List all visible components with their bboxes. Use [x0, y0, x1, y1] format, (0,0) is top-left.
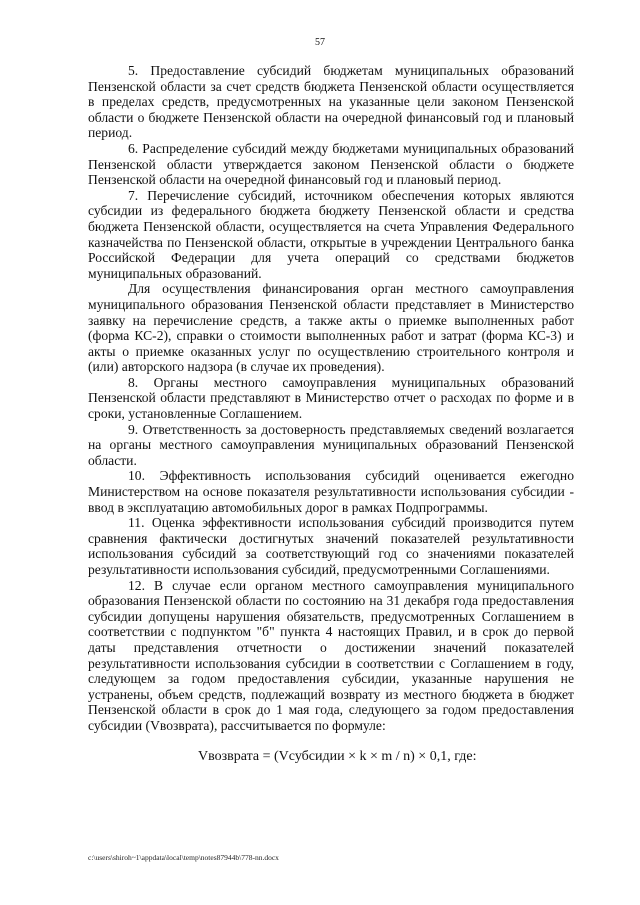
paragraph-7: 7. Перечисление субсидий, источником обеспечения которых являются субсидии из федерального бюджета бюджету Пензенской области и средства бюджета Пензенской области, осуществляется на счета Управления Федерального казначейства по Пензенской области, открытые в учреждении Центрального банка Российской Федерации для учета операций со средствами бюджетов муниципальных образований. — [88, 187, 574, 281]
paragraph-8: 8. Органы местного самоуправления муниципальных образований Пензенской области представляют в Министерство отчет о расходах по форме и в сроки, установленные Соглашением. — [88, 374, 574, 422]
page-number: 57 — [315, 37, 325, 48]
paragraph-6: 6. Распределение субсидий между бюджетами муниципальных образований Пензенской области утверждается законом Пензенской области о бюджете Пензенской области на очередной финансовый год и плановый период. — [88, 140, 574, 188]
paragraph-11: 11. Оценка эффективности использования субсидий производится путем сравнения фактически достигнутых значений показателей результативности использования субсидий за соответствующий год со значениями показателей результативности использования субсидий, предусмотренными Соглашениями. — [88, 515, 574, 577]
footer-file-path: c:\users\shiroh~1\appdata\local\temp\notes87944b\778-nn.docx — [88, 853, 279, 862]
document-body — [88, 63, 574, 764]
paragraph-10: 10. Эффективность использования субсидий оценивается ежегодно Министерством на основе показателя результативности использования субсидии - ввод в эксплуатацию автомобильных дорог в рамках Подпрограммы. — [88, 468, 574, 515]
paragraph-9: 9. Ответственность за достоверность представляемых сведений возлагается на органы местного самоуправления муниципальных образований Пензенской области. — [88, 421, 574, 468]
paragraph-financing: Для осуществления финансирования орган местного самоуправления муниципального образования Пензенской области представляет в Министерство заявку на перечисление средств, а также акты о приемке выполненных работ (форма КС-2), справки о стоимости выполненных работ и затрат (форма КС-3) и акты о приемке оказанных услуг по осуществлению строительного контроля и (или) авторского надзора (в случае их проведения). — [88, 281, 574, 375]
paragraph-12: 12. В случае если органом местного самоуправления муниципального образования Пензенской области по состоянию на 31 декабря года предоставления субсидии допущены нарушения обязательств, предусмотренных Соглашением в соответствии с подпунктом "б" пункта 4 настоящих Правил, и в срок до первой даты представления отчетности о достижении значений показателей результативности использования субсидии в соответствии с Соглашением в году, следующем за годом предоставления субсидии, указанные нарушения не устранены, объем средств, подлежащий возврату из местного бюджета в бюджет Пензенской области в срок до 1 мая года, следующего за годом предоставления субсидии (Vвозврата), рассчитывается по формуле: — [88, 577, 574, 733]
paragraph-5: 5. Предоставление субсидий бюджетам муниципальных образований Пензенской области за счет средств бюджета Пензенской области осуществляется в пределах средств, предусмотренных на указанные цели законом Пензенской области о бюджете Пензенской области на очередной финансовый год и плановый период. — [88, 63, 574, 141]
refund-formula: Vвозврата = (Vсубсидии × k × m / n) × 0,1, где: — [198, 748, 477, 764]
